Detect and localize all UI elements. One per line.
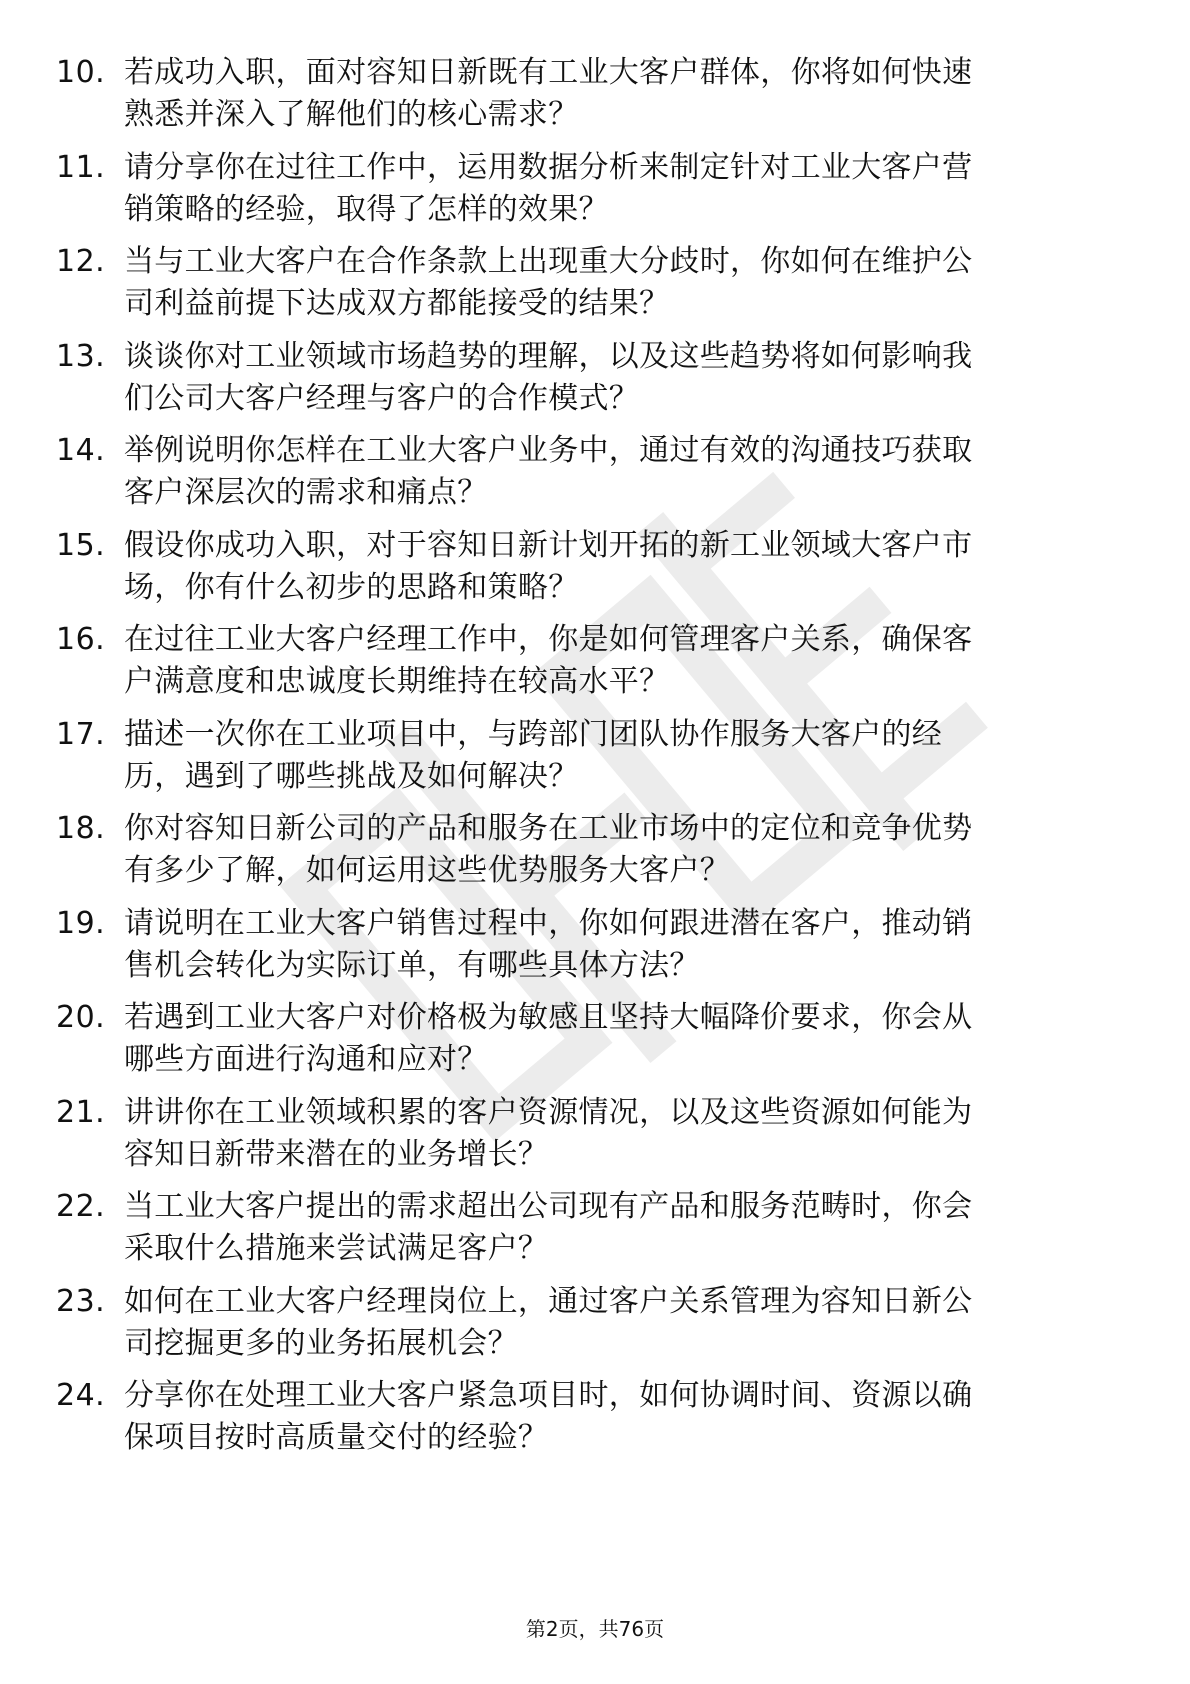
question-number: 10.: [56, 55, 106, 90]
question-text: 当与工业大客户在合作条款上出现重大分歧时，你如何在维护公 司利益前提下达成双方都能接受的结果？: [124, 244, 973, 321]
question-number: 21.: [56, 1094, 106, 1130]
question-number: 24.: [56, 1378, 106, 1413]
question-text: 如何在工业大客户经理岗位上，通过客户关系管理为容知日新公 司挖掘更多的业务拓展机会？: [124, 1283, 973, 1361]
question-list: [0, 52, 1190, 1470]
question-item: [0, 336, 1190, 431]
question-text: 举例说明你怎样在工业大客户业务中，通过有效的沟通技巧获取 客户深层次的需求和痛点？: [124, 433, 973, 510]
question-item: [0, 241, 1190, 336]
page-number-footer: 第2页，共76页: [525, 1617, 665, 1641]
question-number: 15.: [56, 527, 106, 563]
question-item: [0, 714, 1190, 809]
question-number: 17.: [56, 716, 106, 752]
question-text: 讲讲你在工业领域积累的客户资源情况，以及这些资源如何能为 容知日新带来潜在的业务增长？: [124, 1094, 973, 1172]
question-text: 谈谈你对工业领域市场趋势的理解，以及这些趋势将如何影响我 们公司大客户经理与客户的合作模式？: [124, 338, 973, 416]
question-item: [0, 430, 1190, 525]
question-item: [0, 147, 1190, 242]
question-text: 当工业大客户提出的需求超出公司现有产品和服务范畴时，你会 采取什么措施来尝试满足客户？: [124, 1189, 973, 1266]
question-text: 假设你成功入职，对于容知日新计划开拓的新工业领域大客户市 场，你有什么初步的思路和策略？: [124, 527, 973, 605]
question-number: 13.: [56, 338, 106, 374]
question-item: [0, 1281, 1190, 1376]
question-text: 请分享你在过往工作中，运用数据分析来制定针对工业大客户营 销策略的经验，取得了怎样的效果？: [124, 149, 973, 227]
question-item: [0, 997, 1190, 1092]
question-item: [0, 808, 1190, 903]
question-number: 18.: [56, 811, 106, 846]
question-item: [0, 903, 1190, 998]
question-item: [0, 52, 1190, 147]
question-number: 12.: [56, 244, 106, 279]
question-number: 11.: [56, 149, 106, 185]
question-text: 请说明在工业大客户销售过程中，你如何跟进潜在客户，推动销 售机会转化为实际订单，有哪些具体方法？: [124, 905, 973, 983]
question-item: [0, 1186, 1190, 1281]
question-text: 分享你在处理工业大客户紧急项目时，如何协调时间、资源以确 保项目按时高质量交付的经验？: [124, 1378, 973, 1455]
question-item: [0, 1375, 1190, 1470]
question-text: 你对容知日新公司的产品和服务在工业市场中的定位和竞争优势 有多少了解，如何运用这些优势服务大客户？: [124, 811, 973, 888]
question-item: [0, 525, 1190, 620]
question-text: 描述一次你在工业项目中，与跨部门团队协作服务大客户的经 历，遇到了哪些挑战及如何解决？: [124, 716, 943, 794]
question-text: 若遇到工业大客户对价格极为敏感且坚持大幅降价要求，你会从 哪些方面进行沟通和应对？: [124, 1000, 973, 1077]
question-number: 14.: [56, 433, 106, 468]
question-item: [0, 1092, 1190, 1187]
question-number: 16.: [56, 622, 106, 657]
question-number: 19.: [56, 905, 106, 941]
question-number: 20.: [56, 1000, 106, 1035]
question-item: [0, 619, 1190, 714]
question-text: 在过往工业大客户经理工作中，你是如何管理客户关系，确保客 户满意度和忠诚度长期维持在较高水平？: [124, 622, 973, 699]
question-text: 若成功入职，面对容知日新既有工业大客户群体，你将如何快速 熟悉并深入了解他们的核心需求？: [124, 55, 973, 132]
question-number: 23.: [56, 1283, 106, 1319]
question-number: 22.: [56, 1189, 106, 1224]
